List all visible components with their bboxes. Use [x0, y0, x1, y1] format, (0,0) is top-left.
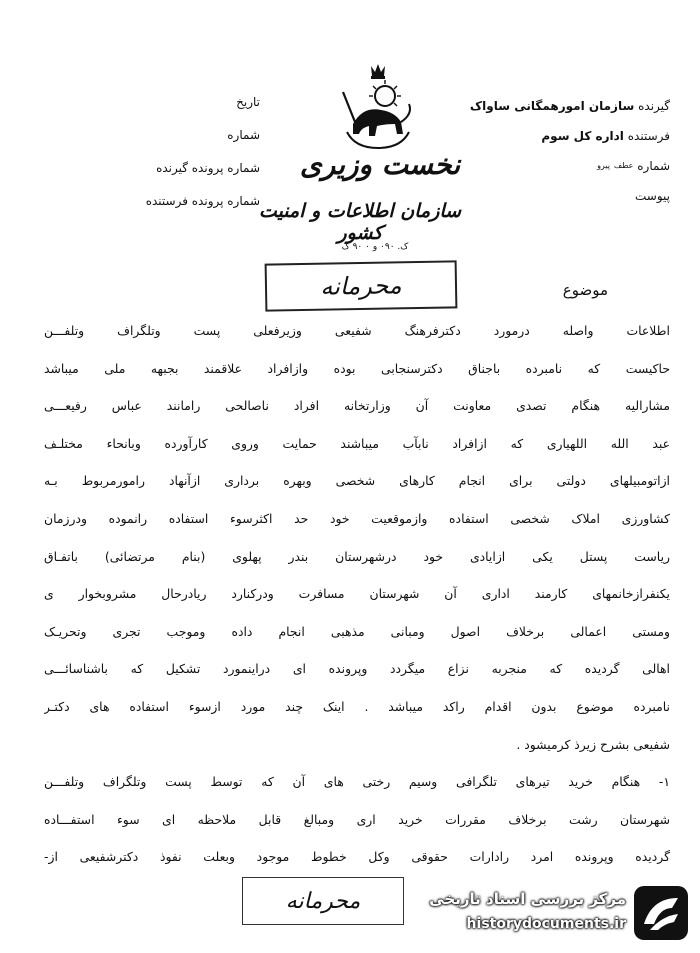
body-line: حاکیست که نامبرده باجناق دکترسنجابی بوده وازافراد علاقمند بجبهه ملی میباشد	[44, 360, 670, 376]
archive-logo-icon	[632, 884, 690, 942]
header-right-fields	[470, 96, 670, 216]
body-line: عبد الله اللهیاری که ازافراد نابآب میباشند حمایت وروی کارآورده وبانحاء مختلـف	[44, 435, 670, 451]
recipient-file-number-label: شماره پرونده گیرنده	[156, 161, 260, 175]
recipient-row	[470, 96, 670, 126]
body-line: کشاورزی املاک شخصی استفاده وازموقعیت خود حد اکثرسوء استفاده رانموده ودرزمان	[44, 510, 670, 526]
body-line: ریاست پستل یکی ازایادی خود درشهرستان بندر پهلوی (بنام مرتضائی) باتفـاق	[44, 548, 670, 564]
sender-label: فرستنده	[627, 129, 670, 143]
document-code: ک. ۰۹۰ و ۰ ۹۰ ک	[341, 242, 409, 252]
body-line: ۱- هنگام خرید تیرهای تلگرافی وسیم رختی های آن که توسط پست وتلگراف وتلفـــن	[44, 774, 670, 790]
reference-small-label: عطف	[613, 161, 634, 170]
sender-row	[470, 126, 670, 156]
body-line: گردیده وپرونده امرد رادارات حقوقی وکل خطوط موجود وبعلت نفوذ دکترشفیعی از-	[44, 849, 670, 865]
number-row-right	[470, 156, 670, 186]
body-line: شفیعی بشرح زیرذ کرمیشود .	[516, 736, 670, 752]
recipient-label: گیرنده	[638, 99, 670, 113]
body-line: یکنفرازخانمهای کارمند اداری آن شهرستان مسافرت ودرکنارد ریادرحال مشروبخوار ی	[44, 586, 670, 602]
lion-and-sun-emblem-icon	[333, 62, 423, 152]
sender-file-number-label: شماره پرونده فرستنده	[145, 194, 260, 208]
body-line: ومستی اعمالی برخلاف اصول ومبانی مذهبی انجام داده وموجب تجری وتحریـک	[44, 623, 670, 639]
footer-confidential-stamp: محرمانه	[242, 877, 404, 925]
body-line: اهالی گردیده که منجربه نزاع میگردد وپرونده ای دراینمورد تشکیل که باشناسائـــی	[44, 661, 670, 677]
header-left-fields	[145, 92, 260, 224]
subject-label: موضوع	[562, 281, 608, 299]
attachment-label: پیوست	[635, 189, 670, 203]
watermark-persian-text: مرکز بررسی اسناد تاریخی	[429, 890, 626, 908]
watermark-url-text: historydocuments.ir	[466, 916, 626, 932]
confidential-stamp: محرمانه	[265, 260, 458, 311]
body-line: نامبرده موضوع بدون اقدام راکد میباشد . اینک چند مورد ازسوء استفاده های دکتـر	[44, 698, 670, 714]
number-label-left: شماره	[227, 128, 260, 142]
follow-up-small-label: پیرو	[597, 161, 610, 170]
body-line: ازاتومبیلهای دولتی برای انجام کارهای شخصی وبهره برداری ازآنهاد رامورمربوط بـه	[44, 473, 670, 489]
sender-value: اداره کل سوم	[541, 129, 624, 143]
body-line: اطلاعات واصله درمورد دکترفرهنگ شفیعی وزیرفعلی پست وتلگراف وتلفـــن	[44, 323, 670, 338]
body-line: شهرستان رشت برخلاف مقررات خرید اری ومبالغ قابل ملاحظه ای سوء استفـــاده	[44, 811, 670, 827]
date-label: تاریخ	[236, 95, 260, 109]
organization-title: سازمان اطلاعات و امنیت کشور	[258, 200, 462, 244]
ministry-title: نخست وزیری	[299, 148, 461, 181]
body-line: مشارالیه هنگام تصدی معاونت آن وزارتخانه افراد ناصالحی رامانند عباس رفیعـــی	[44, 398, 670, 414]
letter-body	[44, 312, 670, 876]
recipient-value: سازمان امورهمگانی ساواک	[469, 99, 635, 113]
attachment-row	[470, 186, 670, 216]
number-label-right: شماره	[637, 159, 670, 173]
